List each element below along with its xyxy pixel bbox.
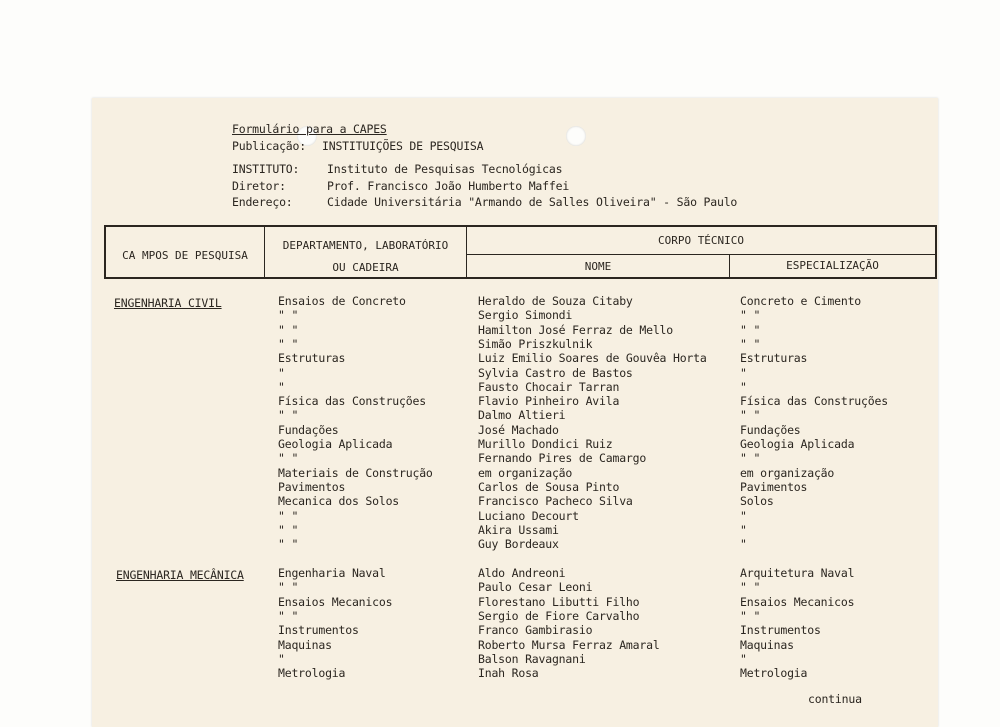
cell-name: Sergio de Fiore Carvalho (478, 608, 640, 623)
cell-dept: Maquinas (278, 637, 332, 652)
document-page (92, 98, 938, 727)
header-campos: CA MPOS DE PESQUISA (122, 249, 248, 262)
cell-spec: Metrologia (740, 666, 808, 681)
cell-name: José Machado (478, 422, 559, 437)
cell-name: Flavio Pinheiro Avila (478, 394, 620, 409)
cell-name: Florestano Libutti Filho (478, 594, 640, 609)
cell-name: Dalmo Altieri (478, 408, 566, 423)
cell-dept: Metrologia (278, 666, 346, 681)
instituto-value: Instituto de Pesquisas Tecnológicas (327, 162, 563, 176)
continua-note: continua (808, 692, 862, 706)
cell-dept: Pavimentos (278, 479, 346, 494)
cell-spec: " (740, 365, 747, 380)
table-rule (104, 225, 937, 227)
cell-dept: " " (278, 336, 299, 351)
cell-name: Balson Ravagnani (478, 651, 586, 666)
diretor-label: Diretor: (232, 179, 286, 193)
header-especializacao: ESPECIALIZAÇÃO (786, 259, 879, 272)
header-corpo-tecnico: CORPO TÉCNICO (657, 234, 745, 247)
cell-spec: " (740, 508, 747, 523)
cell-dept: Geologia Aplicada (278, 437, 393, 451)
publicacao-label: Publicação: (232, 139, 306, 153)
cell-spec: Ensaios Mecanicos (740, 594, 855, 609)
cell-name: Hamilton José Ferraz de Mello (478, 322, 673, 337)
cell-dept: " (278, 651, 285, 666)
cell-dept: Engenharia Naval (278, 566, 386, 580)
endereco-label: Endereço: (232, 195, 293, 209)
cell-spec: Fundações (740, 422, 801, 437)
cell-spec: " " (740, 608, 761, 623)
cell-dept: " " (278, 451, 299, 466)
cell-spec: Física das Construções (740, 394, 888, 409)
cell-name: Luciano Decourt (478, 508, 579, 523)
cell-name: Sergio Simondi (478, 308, 573, 323)
cell-dept: Mecanica dos Solos (278, 494, 400, 509)
cell-name: Inah Rosa (478, 666, 539, 681)
cell-spec: " (740, 537, 747, 552)
cell-spec: " " (740, 580, 761, 595)
cell-name: Francisco Pacheco Silva (478, 494, 633, 509)
cell-name: Aldo Andreoni (478, 566, 566, 580)
cell-spec: Geologia Aplicada (740, 437, 855, 451)
cell-dept: Estruturas (278, 351, 346, 366)
cell-name: Akira Ussami (478, 522, 559, 537)
cell-spec: Concreto e Cimento (740, 294, 862, 308)
cell-dept: Ensaios de Concreto (278, 294, 406, 308)
cell-spec: em organização (740, 465, 835, 480)
cell-name: em organização (478, 465, 573, 480)
cell-dept: " " (278, 322, 299, 337)
cell-spec: Estruturas (740, 351, 808, 366)
cell-dept: Materiais de Construção (278, 465, 433, 480)
cell-dept: " (278, 365, 285, 380)
endereco-value: Cidade Universitária "Armando de Salles Oliveira" - São Paulo (327, 195, 738, 209)
table-rule (466, 254, 936, 255)
cell-dept: " " (278, 522, 299, 537)
table-rule (104, 277, 937, 279)
section-field: ENGENHARIA MECÂNICA (116, 568, 244, 582)
cell-name: Guy Bordeaux (478, 537, 559, 552)
cell-dept: " " (278, 308, 299, 323)
cell-dept: " " (278, 537, 299, 552)
cell-spec: Instrumentos (740, 623, 821, 638)
cell-name: Roberto Mursa Ferraz Amaral (478, 637, 660, 652)
cell-spec: " " (740, 336, 761, 351)
cell-name: Luiz Emilio Soares de Gouvêa Horta (478, 351, 707, 366)
cell-name: Carlos de Sousa Pinto (478, 479, 620, 494)
diretor-value: Prof. Francisco João Humberto Maffei (327, 179, 570, 193)
punch-hole (566, 126, 586, 146)
cell-name: Heraldo de Souza Citaby (478, 294, 633, 308)
cell-dept: " (278, 379, 285, 394)
cell-spec: " " (740, 322, 761, 337)
cell-dept: Física das Construções (278, 394, 426, 409)
cell-spec: Maquinas (740, 637, 794, 652)
cell-spec: " " (740, 308, 761, 323)
cell-name: Murillo Dondici Ruiz (478, 437, 613, 451)
cell-spec: " (740, 379, 747, 394)
cell-spec: " " (740, 451, 761, 466)
cell-name: Franco Gambirasio (478, 623, 593, 638)
cell-name: Sylvia Castro de Bastos (478, 365, 633, 380)
cell-dept: Fundações (278, 422, 339, 437)
cell-name: Fernando Pires de Camargo (478, 451, 647, 466)
cell-spec: " " (740, 408, 761, 423)
cell-dept: Ensaios Mecanicos (278, 594, 393, 609)
cell-spec: Arquitetura Naval (740, 566, 855, 580)
cell-dept: " " (278, 408, 299, 423)
header-departamento: DEPARTAMENTO, LABORATÓRIO (282, 239, 449, 252)
table-rule (935, 225, 937, 279)
instituto-label: INSTITUTO: (232, 162, 300, 176)
cell-spec: Solos (740, 494, 774, 509)
cell-spec: " (740, 651, 747, 666)
form-title: Formulário para a CAPES (232, 122, 387, 136)
cell-spec: Pavimentos (740, 479, 808, 494)
cell-name: Simão Priszkulnik (478, 336, 593, 351)
section-field: ENGENHARIA CIVIL (114, 296, 222, 310)
cell-dept: " " (278, 608, 299, 623)
cell-name: Paulo Cesar Leoni (478, 580, 593, 595)
header-nome: NOME (584, 260, 612, 273)
publicacao-value: INSTITUIÇÕES DE PESQUISA (322, 139, 484, 153)
cell-dept: " " (278, 580, 299, 595)
cell-dept: Instrumentos (278, 623, 359, 638)
cell-spec: " (740, 522, 747, 537)
header-cadeira: OU CADEIRA (332, 261, 399, 274)
cell-name: Fausto Chocair Tarran (478, 379, 620, 394)
cell-dept: " " (278, 508, 299, 523)
